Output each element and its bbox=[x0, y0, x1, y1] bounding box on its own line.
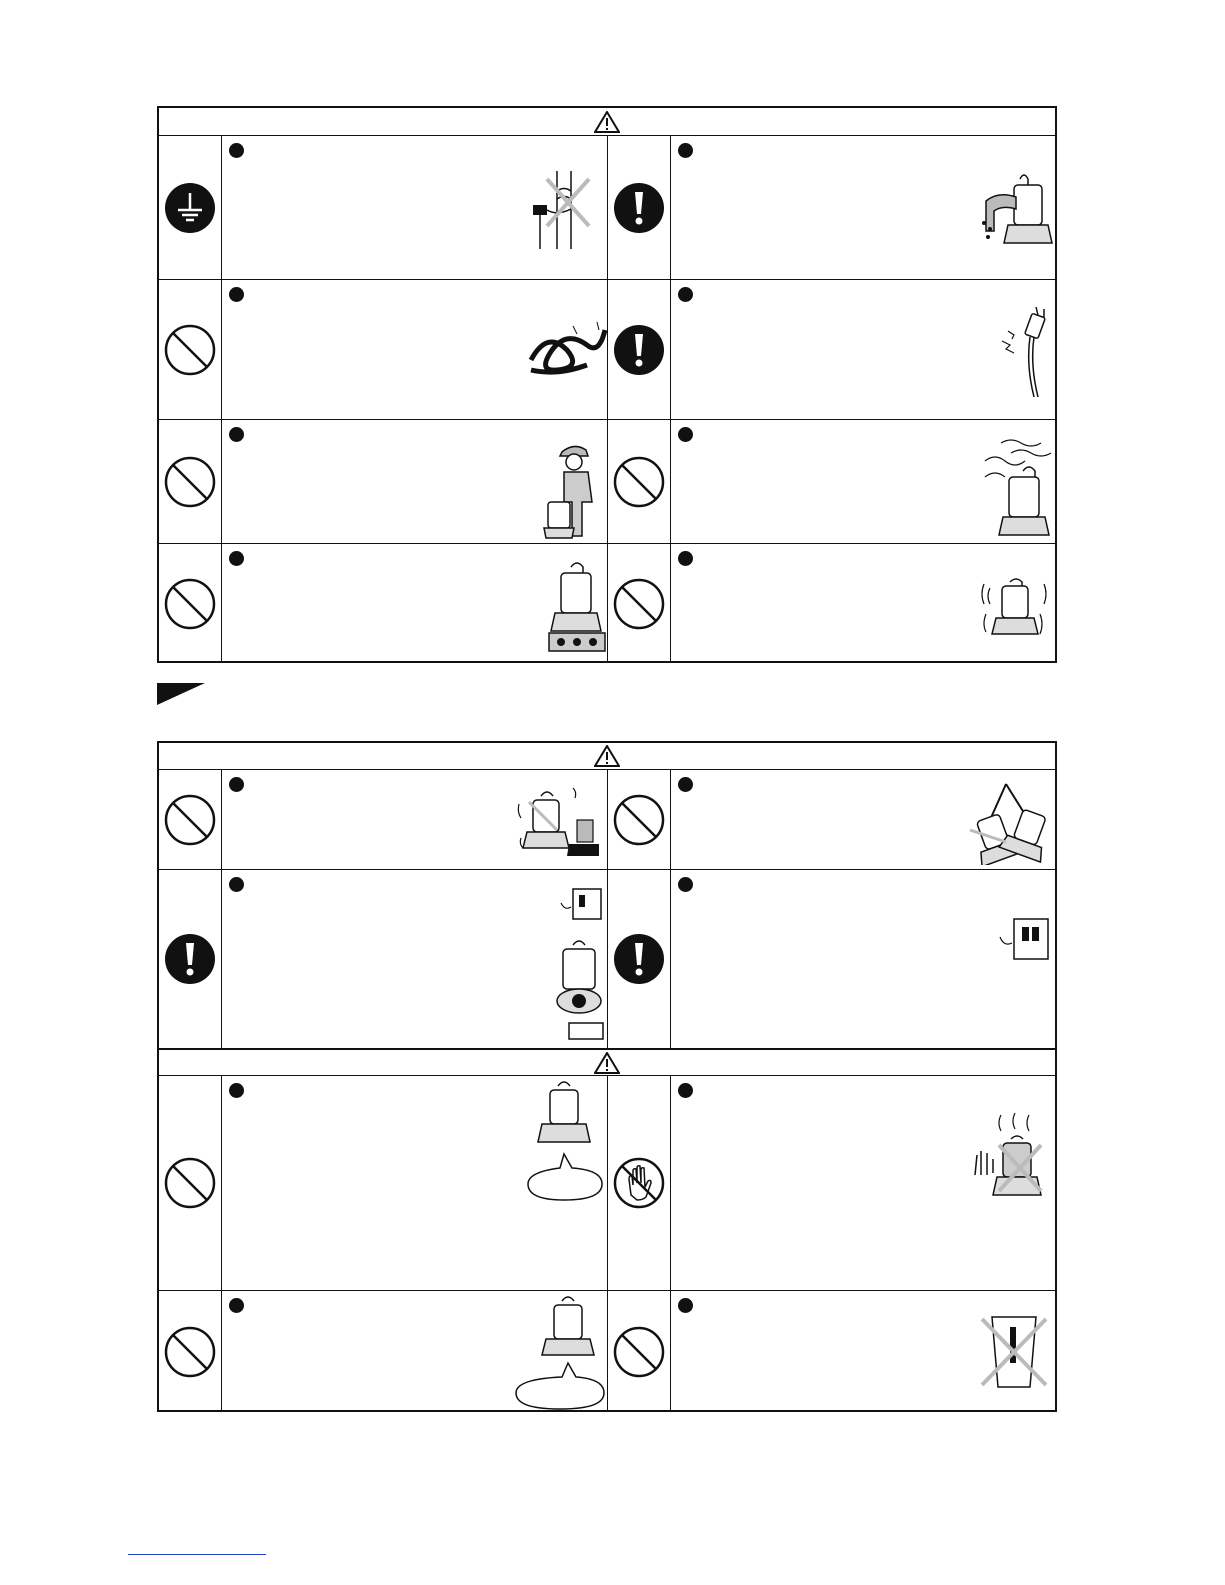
two-pumps-lifting-illustration bbox=[966, 780, 1056, 865]
prohibition-icon bbox=[159, 544, 221, 663]
plug-on-pipe-crossed-illustration bbox=[527, 171, 607, 249]
bullet-dot bbox=[678, 287, 693, 302]
bullet-dot bbox=[678, 1298, 693, 1313]
breaker-and-pump-impeller-illustration bbox=[547, 885, 607, 1045]
pump-on-blocks-illustration bbox=[547, 559, 607, 659]
exclamation-icon bbox=[608, 870, 670, 1048]
bullet-dot bbox=[678, 1083, 693, 1098]
pump-with-fumes-illustration bbox=[981, 435, 1056, 540]
warning-header-1 bbox=[159, 108, 1055, 136]
warning-text-cell bbox=[671, 420, 1055, 543]
warning-text-cell bbox=[671, 770, 1055, 869]
prohibition-icon bbox=[608, 420, 670, 543]
warning-text-cell bbox=[222, 770, 607, 869]
warning-row bbox=[159, 419, 1055, 543]
warning-triangle-icon bbox=[594, 111, 620, 133]
warning-text-cell bbox=[222, 280, 607, 419]
warning-row bbox=[159, 1076, 1055, 1290]
bullet-dot bbox=[229, 551, 244, 566]
hot-pump-hand-crossed-illustration bbox=[971, 1111, 1051, 1221]
warning-table-2 bbox=[157, 741, 1057, 1412]
warning-text-cell bbox=[671, 280, 1055, 419]
warning-text-cell bbox=[671, 1291, 1055, 1412]
exclamation-icon bbox=[608, 136, 670, 279]
pump-with-speech-bubble-illustration bbox=[522, 1078, 607, 1203]
tangled-cable-illustration bbox=[527, 320, 607, 380]
ground-icon bbox=[159, 136, 221, 279]
warning-row bbox=[159, 1290, 1055, 1412]
bullet-dot bbox=[678, 143, 693, 158]
bullet-dot bbox=[229, 777, 244, 792]
pump-vibrating-illustration bbox=[976, 574, 1056, 644]
warning-text-cell bbox=[222, 870, 607, 1048]
warning-text-cell bbox=[671, 870, 1055, 1048]
warning-triangle-icon bbox=[594, 1052, 620, 1074]
warning-text-cell bbox=[222, 136, 607, 279]
plug-with-spark-illustration bbox=[996, 305, 1056, 400]
prohibition-icon bbox=[608, 770, 670, 869]
bullet-dot bbox=[678, 427, 693, 442]
warning-text-cell bbox=[671, 136, 1055, 279]
warning-row bbox=[159, 136, 1055, 279]
bullet-dot bbox=[229, 877, 244, 892]
warning-text-cell bbox=[222, 420, 607, 543]
warning-text-cell bbox=[222, 544, 607, 663]
bullet-dot bbox=[229, 1083, 244, 1098]
prohibition-icon bbox=[159, 1291, 221, 1412]
pump-with-speech-bubble-illustration bbox=[512, 1293, 607, 1411]
exclamation-icon bbox=[159, 870, 221, 1048]
warning-row bbox=[159, 770, 1055, 869]
prohibition-icon bbox=[608, 544, 670, 663]
warning-text-cell bbox=[671, 544, 1055, 663]
pump-and-foot-illustration bbox=[517, 782, 607, 862]
prohibition-icon bbox=[159, 1076, 221, 1290]
footer-link-underline[interactable] bbox=[128, 1554, 266, 1555]
bullet-dot bbox=[229, 427, 244, 442]
prohibition-icon bbox=[159, 420, 221, 543]
warning-table-1 bbox=[157, 106, 1057, 663]
prohibition-icon bbox=[159, 770, 221, 869]
pump-with-hose-dripping-illustration bbox=[976, 171, 1056, 251]
warning-text-cell bbox=[222, 1291, 607, 1412]
no-touch-hand-icon bbox=[608, 1076, 670, 1290]
warning-header-2 bbox=[159, 743, 1055, 770]
warning-text-cell bbox=[671, 1076, 1055, 1290]
container-crossed-illustration bbox=[976, 1311, 1051, 1391]
breaker-switch-illustration bbox=[996, 915, 1051, 965]
caution-header bbox=[159, 1048, 1055, 1076]
section-marker bbox=[157, 683, 205, 705]
exclamation-icon bbox=[608, 280, 670, 419]
bullet-dot bbox=[678, 551, 693, 566]
warning-text-cell bbox=[222, 1076, 607, 1290]
warning-row bbox=[159, 279, 1055, 419]
warning-row bbox=[159, 869, 1055, 1048]
bullet-dot bbox=[678, 877, 693, 892]
bullet-dot bbox=[678, 777, 693, 792]
prohibition-icon bbox=[608, 1291, 670, 1412]
bullet-dot bbox=[229, 287, 244, 302]
warning-triangle-icon bbox=[594, 745, 620, 767]
worker-with-pump-illustration bbox=[542, 440, 607, 540]
bullet-dot bbox=[229, 1298, 244, 1313]
bullet-dot bbox=[229, 143, 244, 158]
warning-row bbox=[159, 543, 1055, 663]
prohibition-icon bbox=[159, 280, 221, 419]
